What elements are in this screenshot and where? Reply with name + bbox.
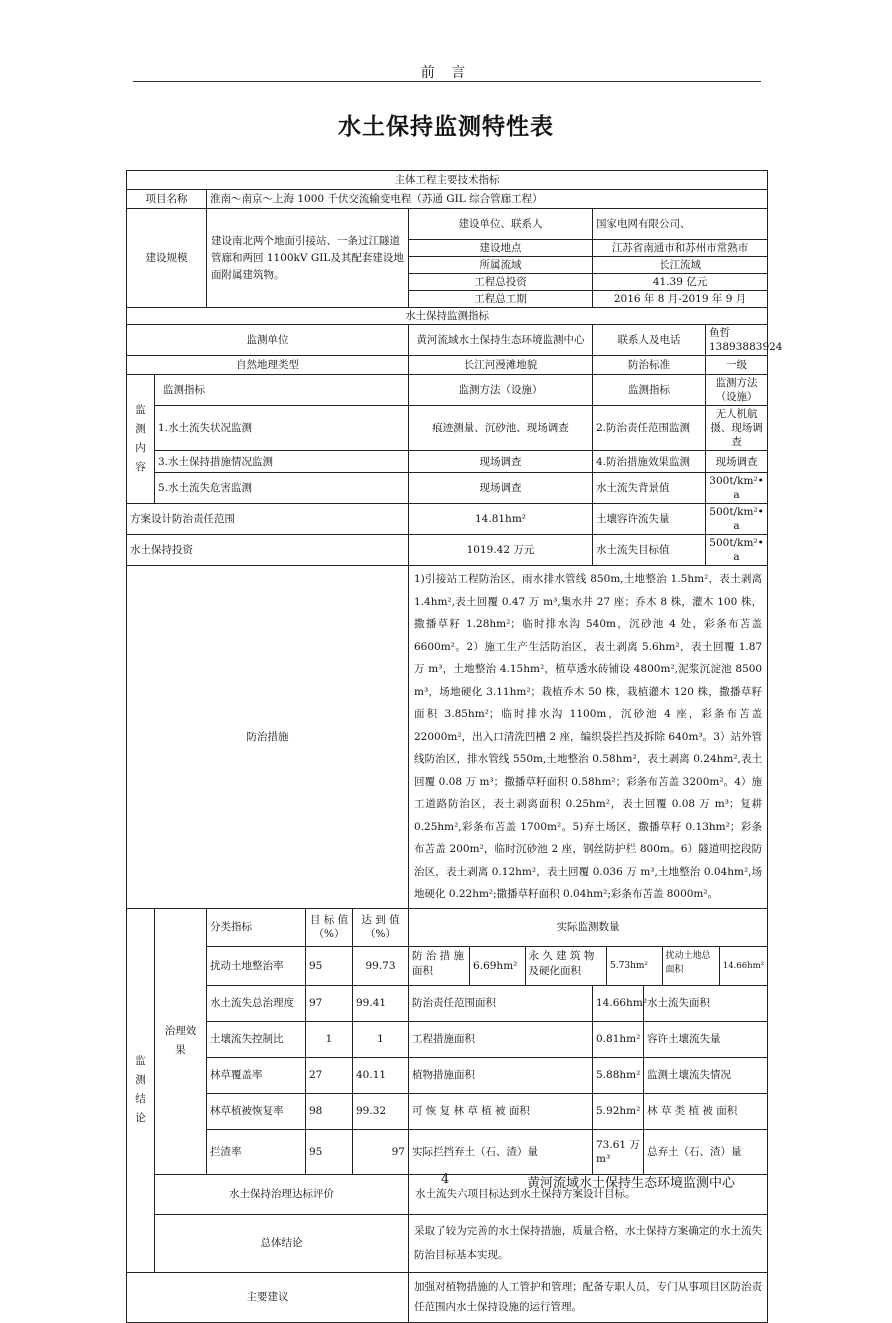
index-target: 95 (306, 946, 353, 985)
summary-label: 总体结论 (155, 1214, 409, 1272)
index-achieved: 99.32 (353, 1093, 409, 1129)
allowable-loss-label: 土壤容许流失量 (593, 504, 706, 535)
scope-value: 14.81hm² (409, 504, 593, 535)
achieved-header: 达 到 值（%） (353, 908, 409, 946)
builder-value: 国家电网有限公司、 (593, 209, 768, 240)
effect-label: 治理效果 (155, 908, 207, 1174)
method-4: 现场调查 (706, 451, 768, 473)
actual-qty-value: 5.92hm² (593, 1093, 644, 1129)
actual-qty-label-2: 总弃土（石、渣）量 (644, 1129, 768, 1174)
indicator-1: 1.水土流失状况监测 (155, 406, 409, 451)
evaluation-label: 水土保持治理达标评价 (155, 1174, 409, 1214)
index-name: 扰动土地整治率 (207, 946, 306, 985)
contact-label: 联系人及电话 (593, 325, 706, 356)
indicator-3: 3.水土保持措施情况监测 (155, 451, 409, 473)
index-achieved: 1 (353, 1021, 409, 1057)
allowable-loss-value: 500t/km²• a (706, 504, 768, 535)
actual-qty-label: 可 恢 复 林 草 植 被 面积 (409, 1093, 593, 1129)
basin-value: 长江流域 (593, 257, 768, 274)
indicator-header-2: 监测指标 (593, 375, 706, 406)
actual-qty-label-2: 永 久 建 筑 物及硬化面积 (526, 947, 608, 985)
project-name: 淮南～南京～上海 1000 千伏交流输变电程（苏通 GIL 综合管廊工程） (207, 190, 768, 209)
geo-label: 自然地理类型 (127, 356, 409, 375)
index-name: 林草覆盖率 (207, 1057, 306, 1093)
actual-qty-label-2: 监测土壤流失情况 (644, 1057, 768, 1093)
actual-qty-value-2: 5.73hm² (607, 947, 662, 985)
summary-text: 采取了较为完善的水土保持措施，质量合格，水土保持方案确定的水土流失防治目标基本实现。 (409, 1214, 768, 1272)
index-name: 土壤流失控制比 (207, 1021, 306, 1057)
actual-qty-label: 防 治 措 施面积 (409, 947, 470, 985)
footer-org: 黄河流域水土保持生态环境监测中心 (527, 1176, 736, 1191)
method-1: 痕迹测量、沉砂池、现场调查 (409, 406, 593, 451)
method-header: 监测方法（设施） (409, 375, 593, 406)
index-name: 水土流失总治理度 (207, 985, 306, 1021)
location-value: 江苏省南通市和苏州市常熟市 (593, 240, 768, 257)
actual-qty-label-2: 林 草 类 植 被 面积 (644, 1093, 768, 1129)
actual-qty-label: 实际拦挡弃土（石、渣）量 (409, 1129, 593, 1174)
actual-qty-value: 0.81hm² (593, 1021, 644, 1057)
actual-qty-value: 5.88hm² (593, 1057, 644, 1093)
standard-label: 防治标准 (593, 356, 706, 375)
index-achieved: 99.41 (353, 985, 409, 1021)
monitor-unit: 黄河流域水土保持生态环境监测中心 (409, 325, 593, 356)
actual-qty-label: 防治责任范围面积 (409, 985, 593, 1021)
index-name: 拦渣率 (207, 1129, 306, 1174)
index-name: 林草植被恢复率 (207, 1093, 306, 1129)
basin-label: 所属流域 (409, 257, 593, 274)
index-target: 95 (306, 1129, 353, 1174)
main-section-label: 主体工程主要技术指标 (127, 171, 768, 190)
header-rule (133, 81, 761, 82)
monitor-content-label: 监测内容 (127, 375, 155, 504)
method-2: 无人机航摄、现场调查 (706, 406, 768, 451)
measures-text: 1)引接站工程防治区，雨水排水管线 850m,土地整治 1.5hm²，表土剥离 1.4hm²,表土回覆 0.47 万 m³,集水井 27 座；乔木 8 株，灌木 100 株，撒播草籽 1.28hm²；临时排水沟 540m，沉砂池 4 处，彩条布苫盖 6600m²。2）施工生产生活防治区，表土剥离 5.6hm²，表土回覆 1.87 万 m³，土地整治 4.15hm²，植草透水砖铺设 4800m²,泥浆沉淀池 8500 m³，场地硬化 3.11hm²；栽植乔木 50 株，栽植灌木 120 株，撒播草籽面积 3.85hm²；临时排水沟 1100m，沉砂池 4 座，彩条布苫盖 22000m²，出入口清洗凹槽 2 座，编织袋拦挡及拆除 640m³。3）站外管线防治区，排水管线 550m,土地整治 0.58hm²，表土剥离 0.24hm²,表土回覆 0.08 万 m³；撒播草籽面积 0.58hm²；彩条布苫盖 3200m²。4）施工道路防治区，表土剥离面积 0.25hm²，表土回覆 0.08 万 m³；复耕 0.25hm²,彩条布苫盖 1700m²。5)弃土场区，撒播草籽 0.13hm²；彩条布苫盖 200m²，临时沉砂池 2 座，钢丝防护栏 800m。6）隧道明挖段防治区，表土剥离 0.12hm²，表土回覆 0.036 万 m³,土地整治 0.04hm²,场地硬化 0.22hm²;撒播草籽面积 0.04hm²;彩条布苫盖 8000m²。 (409, 566, 768, 909)
index-target: 97 (306, 985, 353, 1021)
scope-label: 方案设计防治责任范围 (127, 504, 409, 535)
scale-label: 建设规模 (127, 209, 207, 308)
index-achieved: 99.73 (353, 946, 409, 985)
method-3: 现场调查 (409, 451, 593, 473)
index-achieved: 97 (353, 1129, 409, 1174)
actual-qty-value: 73.61 万 m³ (593, 1129, 644, 1174)
indicator-5: 5.水土流失危害监测 (155, 473, 409, 504)
investment-label: 工程总投资 (409, 274, 593, 291)
suggestion-label: 主要建议 (127, 1272, 409, 1322)
index-target: 27 (306, 1057, 353, 1093)
index-achieved: 40.11 (353, 1057, 409, 1093)
invest-label: 水土保持投资 (127, 535, 409, 566)
suggestion-text: 加强对植物措施的人工管护和管理；配备专职人员，专门从事项目区防治责任范围内水土保持设施的运行管理。 (409, 1272, 768, 1322)
background-label: 水土流失背景值 (593, 473, 706, 504)
target-header: 目 标 值（%） (306, 908, 353, 946)
builder-label: 建设单位、联系人 (409, 209, 593, 240)
actual-header: 实际监测数量 (409, 908, 768, 946)
actual-qty-value-3: 14.66hm² (722, 960, 765, 971)
evaluation-text: 水土流失六项目标达到水土保持方案设计目标。 (409, 1174, 768, 1214)
actual-qty-label-3: 扰动土地总面积 (663, 947, 720, 985)
actual-qty-label-2: 水土流失面积 (644, 985, 768, 1021)
actual-qty-label-2: 容许土壤流失量 (644, 1021, 768, 1057)
indicator-2: 2.防治责任范围监测 (593, 406, 706, 451)
index-target: 1 (306, 1021, 353, 1057)
invest-value: 1019.42 万元 (409, 535, 593, 566)
actual-qty-label: 植物措施面积 (409, 1057, 593, 1093)
location-label: 建设地点 (409, 240, 593, 257)
page-number: 4 (441, 1172, 450, 1187)
conclusion-label: 监测结论 (127, 908, 155, 1272)
background-value: 300t/km²• a (706, 473, 768, 504)
scale-text: 建设南北两个地面引接站、一条过江隧道管廊和两回 1100kV GIL及其配套建设地面附属建筑物。 (207, 209, 409, 308)
contact-value: 鱼哲 13893883924 (706, 325, 768, 356)
actual-qty-value: 14.66hm² (593, 985, 644, 1021)
characteristics-table (126, 170, 783, 1323)
indicator-header: 监测指标 (155, 375, 409, 406)
section-header: 前 言 (420, 65, 472, 81)
actual-qty-value: 6.69hm² (470, 947, 525, 985)
page-title: 水土保持监测特性表 (338, 114, 554, 140)
monitor-section-label: 水土保持监测指标 (127, 308, 768, 325)
duration-value: 2016 年 8 月-2019 年 9 月 (593, 291, 768, 308)
method-5: 现场调查 (409, 473, 593, 504)
actual-qty-label: 工程措施面积 (409, 1021, 593, 1057)
measures-label: 防治措施 (127, 566, 409, 909)
project-name-label: 项目名称 (127, 190, 207, 209)
class-header: 分类指标 (207, 908, 306, 946)
geo-value: 长江河漫滩地貌 (409, 356, 593, 375)
method-header-2: 监测方法（设施） (706, 375, 768, 406)
index-target: 98 (306, 1093, 353, 1129)
duration-label: 工程总工期 (409, 291, 593, 308)
indicator-4: 4.防治措施效果监测 (593, 451, 706, 473)
standard-value: 一级 (706, 356, 768, 375)
target-value: 500t/km²• a (706, 535, 768, 566)
target-label: 水土流失目标值 (593, 535, 706, 566)
monitor-unit-label: 监测单位 (127, 325, 409, 356)
investment-value: 41.39 亿元 (593, 274, 768, 291)
